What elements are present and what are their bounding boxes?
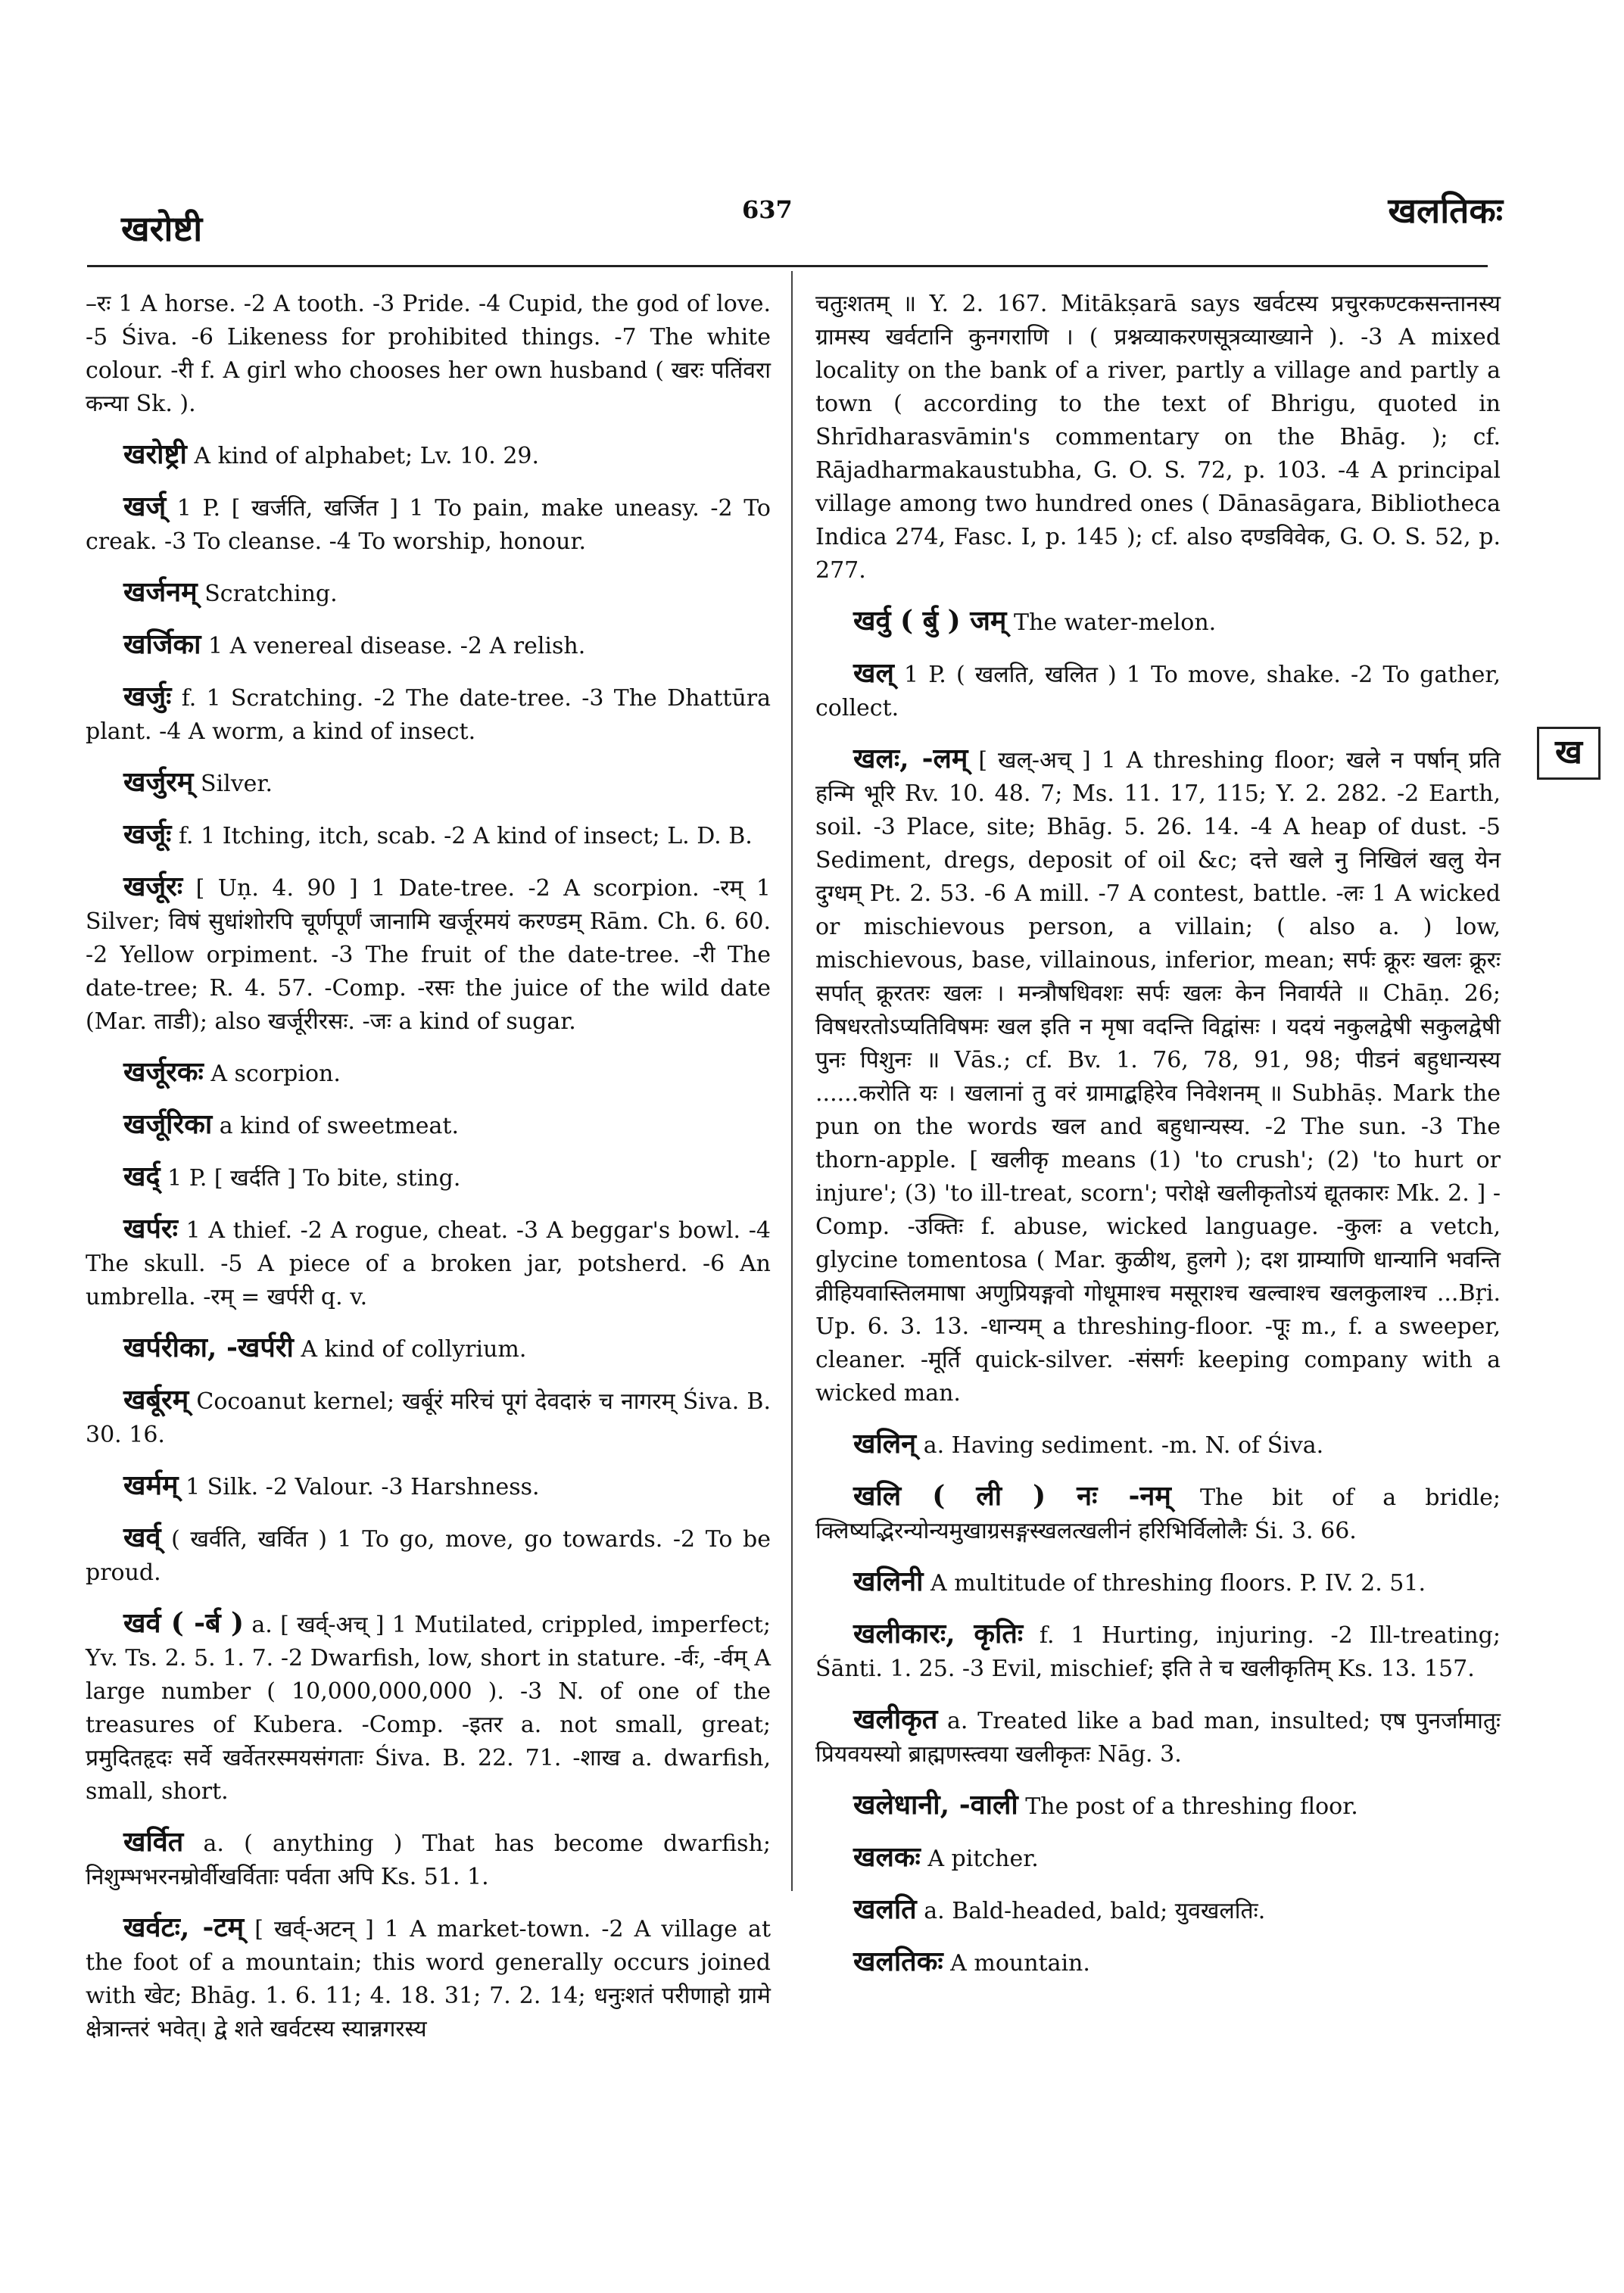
dictionary-entry bbox=[815, 1617, 1501, 1686]
entry-headword: खलीकारः, कृतिः bbox=[853, 1618, 1024, 1650]
entry-headword: खलि ( ली ) नः -नम् bbox=[853, 1480, 1171, 1512]
entry-headword: खर्द् bbox=[123, 1161, 161, 1192]
entry-headword: खर्मम् bbox=[123, 1469, 179, 1501]
entry-headword: खर्जुः bbox=[123, 681, 172, 712]
entry-definition: A kind of alphabet; Lv. 10. 29. bbox=[194, 443, 540, 469]
column-divider bbox=[791, 271, 793, 1891]
entry-headword: खर्बूरम् bbox=[123, 1384, 189, 1416]
entry-definition: a kind of sweetmeat. bbox=[219, 1113, 460, 1139]
dictionary-entry bbox=[86, 1383, 771, 1452]
dictionary-entry bbox=[86, 765, 771, 801]
entry-definition: Scratching. bbox=[204, 581, 338, 607]
entry-headword: खलकः bbox=[853, 1841, 921, 1873]
entry-definition: The water-melon. bbox=[1014, 609, 1217, 636]
entry-headword: खलति bbox=[853, 1893, 917, 1925]
entry-headword: खलिन् bbox=[853, 1428, 917, 1460]
running-head-left: खरोष्टी bbox=[121, 208, 203, 249]
entry-definition: A mountain. bbox=[950, 1950, 1090, 1977]
entry-headword: खर्ज् bbox=[123, 491, 167, 522]
entry-definition: [ खर्व्-अटन् ] 1 A market-town. -2 A village at the foot of a mountain; this word generally occurs joined with खेट; Bhāg. 1. 6. 11; 4. 18. 31; 7. 2. 14; धनुःशतं परीणाहो ग्रामे क्षेत्रान्तरं भवेत्। द्वे शते खर्वटस्य स्यान्नगरस्य bbox=[86, 1916, 771, 2042]
entry-headword: खरोष्ट्री bbox=[123, 438, 187, 470]
dictionary-entry bbox=[815, 1788, 1501, 1824]
entry-headword: खलेधानी, -वाली bbox=[853, 1789, 1018, 1821]
dictionary-entry bbox=[86, 818, 771, 853]
dictionary-entry bbox=[86, 628, 771, 663]
entry-headword: खर्व ( -र्ब ) bbox=[123, 1607, 244, 1639]
dictionary-entry bbox=[815, 1840, 1501, 1876]
entry-headword: खर्परः bbox=[123, 1213, 178, 1245]
entry-definition: 1 Silk. -2 Valour. -3 Harshness. bbox=[185, 1474, 540, 1500]
dictionary-entry bbox=[815, 604, 1501, 640]
entry-definition: The bit of a bridle; क्लिष्यद्भिरन्योन्यमुखाग्रसङ्गस्खलत्खलीनं हरिभिर्विलोलैः Śi. 3. 66. bbox=[815, 1485, 1501, 1544]
entry-definition: चतुःशतम् ॥ Y. 2. 167. Mitākṣarā says खर्वटस्य प्रचुरकण्टकसन्तानस्य ग्रामस्य खर्वटानि कुनगराणि । ( प्रश्नव्याकरणसूत्रव्याख्याने ). -3 A mixed locality on the bank of a river, partly a village and partly a town ( according to the text of Bhrigu, quoted in Shrīdharasvāmin's commentary on the Bhāg. ); cf. Rājadharmakaustubha, G. O. S. 72, p. 103. -4 A principal village among two hundred ones ( Dānasāgara, Bibliotheca Indica 274, Fasc. I, p. 145 ); cf. also दण्डविवेक, G. O. S. 52, p. 277. bbox=[815, 291, 1501, 584]
left-column bbox=[86, 288, 771, 2063]
entry-headword: खर्वटः, -टम् bbox=[123, 1911, 245, 1943]
dictionary-entry bbox=[815, 1945, 1501, 1980]
entry-headword: खर्जूरिका bbox=[123, 1108, 213, 1140]
entry-headword: खलिनी bbox=[853, 1566, 924, 1597]
dictionary-entry bbox=[86, 1521, 771, 1590]
dictionary-entry bbox=[815, 1479, 1501, 1548]
entry-headword: खल् bbox=[853, 657, 894, 689]
dictionary-entry bbox=[86, 1469, 771, 1504]
page-number: 637 bbox=[742, 195, 793, 224]
entry-definition: f. 1 Itching, itch, scab. -2 A kind of insect; L. D. B. bbox=[178, 823, 753, 849]
entry-definition: ( खर्वति, खर्वित ) 1 To go, move, go towards. -2 To be proud. bbox=[86, 1526, 771, 1586]
entry-definition: [ खल्-अच् ] 1 A threshing floor; खले न पर्षान् प्रति हन्मि भूरि Rv. 10. 48. 7; Ms. 11. 17, 115; Y. 2. 282. -2 Earth, soil. -3 Place, site; Bhāg. 5. 26. 14. -4 A heap of dust. -5 Sediment, dregs, deposit of oil &c; दत्ते खले नु निखिलं खलु येन दुग्धम् Pt. 2. 53. -6 A mill. -7 A contest, battle. -लः 1 A wicked or mischievous person, a villain; ( also a. ) low, mischievous, base, villainous, inferior, mean; सर्पः क्रूरः खलः क्रूरः सर्पात् क्रूरतरः खलः । मन्त्रौषधिवशः सर्पः खलः केन निवार्यते ॥ Chāṇ. 26; विषधरतोऽप्यतिविषमः खल इति न मृषा वदन्ति विद्वांसः । यदयं नकुलद्वेषी सकुलद्वेषी पुनः पिशुनः ॥ Vās.; cf. Bv. 1. 76, 78, 91, 98; पीडनं बहुधान्यस्य ......करोति यः । खलानां तु वरं ग्रामाद्बहिरेव निवेशनम् ॥ Subhāṣ. Mark the pun on the words खल and बहुधान्यस्य. -2 The sun. -3 The thorn-apple. [ खलीकृ means (1) 'to crush'; (2) 'to hurt or injure'; (3) 'to ill-treat, scorn'; परोक्षे खलीकृतोऽयं द्यूतकारः Mk. 2. ] -Comp. -उक्तिः f. abuse, wicked language. -कुलः a vetch, glycine tomentosa ( Mar. कुळीथ, हुलगे ); दश ग्राम्याणि धान्यानि भवन्ति व्रीहियवास्तिलमाषा अणुप्रियङ्गवो गोधूमाश्च मसूराश्च खल्वाश्च खलकुलाश्च ...Bṛi. Up. 6. 3. 13. -धान्यम् a threshing-floor. -पूः m., f. a sweeper, cleaner. -मूर्ति quick-silver. -संसर्गः keeping company with a wicked man. bbox=[815, 747, 1501, 1407]
header-rule bbox=[87, 265, 1488, 267]
dictionary-entry bbox=[815, 1893, 1501, 1928]
entry-headword: खर्जुरम् bbox=[123, 766, 194, 798]
dictionary-entry bbox=[86, 1606, 771, 1809]
entry-definition: 1 P. [ खर्जति, खर्जित ] 1 To pain, make uneasy. -2 To creak. -3 To cleanse. -4 To worship, honour. bbox=[86, 495, 771, 555]
entry-definition: 1 A venereal disease. -2 A relish. bbox=[208, 633, 586, 659]
entry-definition: 1 P. ( खलति, खलित ) 1 To move, shake. -2 To gather, collect. bbox=[815, 662, 1501, 721]
entry-definition: a. Treated like a bad man, insulted; एष पुनर्जामातुः प्रियवयस्यो ब्राह्मणस्त्वया खलीकृतः Nāg. 3. bbox=[815, 1708, 1501, 1768]
dictionary-entry bbox=[86, 1055, 771, 1091]
running-head-right: खलतिकः bbox=[1388, 190, 1503, 231]
entry-definition: [ Uṇ. 4. 90 ] 1 Date-tree. -2 A scorpion. -रम् 1 Silver; विषं सुधांशोरपि चूर्णपूर्णं जानामि खर्जूरमयं करण्डम् Rām. Ch. 6. 60. -2 Yellow orpiment. -3 The fruit of the date-tree. -री The date-tree; R. 4. 57. -Comp. -रसः the juice of the wild date (Mar. ताडी); also खर्जूरीरसः. -जः a kind of sugar. bbox=[86, 875, 771, 1035]
entry-definition: 1 P. [ खर्दति ] To bite, sting. bbox=[167, 1165, 461, 1192]
entry-headword: खर्व् bbox=[123, 1522, 161, 1553]
dictionary-entry bbox=[86, 1160, 771, 1195]
entry-headword: खलतिकः bbox=[853, 1946, 943, 1977]
entry-definition: a. [ खर्व्-अच् ] 1 Mutilated, crippled, imperfect; Yv. Ts. 2. 5. 1. 7. -2 Dwarfish, low, short in stature. -र्वः, -र्वम् A large number ( 10,000,000,000 ). -3 N. of one of the treasures of Kubera. -Comp. -इतर a. not small, great; प्रमुदितहृदः सर्वे खर्वेतरस्मयसंगताः Śiva. B. 22. 71. -शाख a. dwarfish, small, short. bbox=[86, 1612, 771, 1805]
entry-headword: खर्जूरकः bbox=[123, 1056, 204, 1088]
dictionary-entry bbox=[815, 742, 1501, 1410]
dictionary-entry bbox=[86, 870, 771, 1039]
entry-definition: A pitcher. bbox=[927, 1846, 1039, 1872]
entry-definition: a. Having sediment. -m. N. of Śiva. bbox=[923, 1432, 1324, 1459]
dictionary-entry bbox=[86, 490, 771, 559]
entry-definition: A kind of collyrium. bbox=[301, 1336, 527, 1363]
entry-definition: Silver. bbox=[200, 771, 273, 797]
entry-headword: खर्जनम् bbox=[123, 576, 198, 608]
dictionary-entry bbox=[815, 1703, 1501, 1771]
dictionary-entry bbox=[815, 1427, 1501, 1463]
right-column bbox=[815, 288, 1501, 1997]
entry-headword: खर्जूः bbox=[123, 818, 172, 850]
entry-headword: खर्जिका bbox=[123, 628, 201, 660]
entry-definition: Cocoanut kernel; खर्बूरं मरिचं पूगं देवदारुं च नागरम् Śiva. B. 30. 16. bbox=[86, 1388, 771, 1448]
dictionary-entry bbox=[86, 1331, 771, 1366]
entry-definition: 1 A thief. -2 A rogue, cheat. -3 A beggar's bowl. -4 The skull. -5 A piece of a broken jar, potsherd. -6 An umbrella. -रम् = खर्परी q. v. bbox=[86, 1217, 771, 1310]
entry-headword: खलीकृत bbox=[853, 1703, 938, 1735]
entry-headword: खर्जूरः bbox=[123, 871, 183, 902]
dictionary-entry bbox=[86, 1911, 771, 2046]
dictionary-entry bbox=[86, 680, 771, 749]
dictionary-entry bbox=[86, 438, 771, 473]
thumb-index-tab: ख bbox=[1537, 727, 1601, 780]
entry-definition: A multitude of threshing floors. P. IV. 2. 51. bbox=[930, 1570, 1426, 1597]
dictionary-entry bbox=[815, 288, 1501, 587]
dictionary-entry bbox=[86, 575, 771, 611]
dictionary-entry bbox=[86, 1212, 771, 1314]
entry-definition: f. 1 Scratching. -2 The date-tree. -3 The Dhattūra plant. -4 A worm, a kind of insect. bbox=[86, 685, 771, 745]
entry-definition: a. Bald-headed, bald; युवखलतिः. bbox=[924, 1898, 1266, 1924]
entry-definition: The post of a threshing floor. bbox=[1025, 1793, 1358, 1820]
dictionary-entry bbox=[86, 1825, 771, 1894]
entry-definition: f. 1 Hurting, injuring. -2 Ill-treating; Śānti. 1. 25. -3 Evil, mischief; इति ते च खलीकृतिम् Ks. 13. 157. bbox=[815, 1622, 1501, 1682]
entry-headword: खर्वु ( र्बु ) जम् bbox=[853, 605, 1007, 637]
dictionary-entry bbox=[86, 288, 771, 421]
entry-headword: खर्वित bbox=[123, 1826, 184, 1858]
dictionary-entry bbox=[86, 1108, 771, 1143]
entry-definition: –रः 1 A horse. -2 A tooth. -3 Pride. -4 Cupid, the god of love. -5 Śiva. -6 Likeness for prohibited things. -7 The white colour. -री f. A girl who chooses her own husband ( खरः पतिंवरा कन्या Sk. ). bbox=[86, 291, 771, 417]
entry-definition: a. ( anything ) That has become dwarfish; निशुम्भभरनम्रोर्वीखर्विताः पर्वता अपि Ks. 51. 1. bbox=[86, 1830, 771, 1890]
entry-headword: खलः, -लम् bbox=[853, 743, 968, 774]
entry-definition: A scorpion. bbox=[210, 1061, 341, 1087]
dictionary-entry bbox=[815, 1565, 1501, 1600]
entry-headword: खर्परीका, -खर्परी bbox=[123, 1332, 294, 1363]
dictionary-entry bbox=[815, 656, 1501, 725]
